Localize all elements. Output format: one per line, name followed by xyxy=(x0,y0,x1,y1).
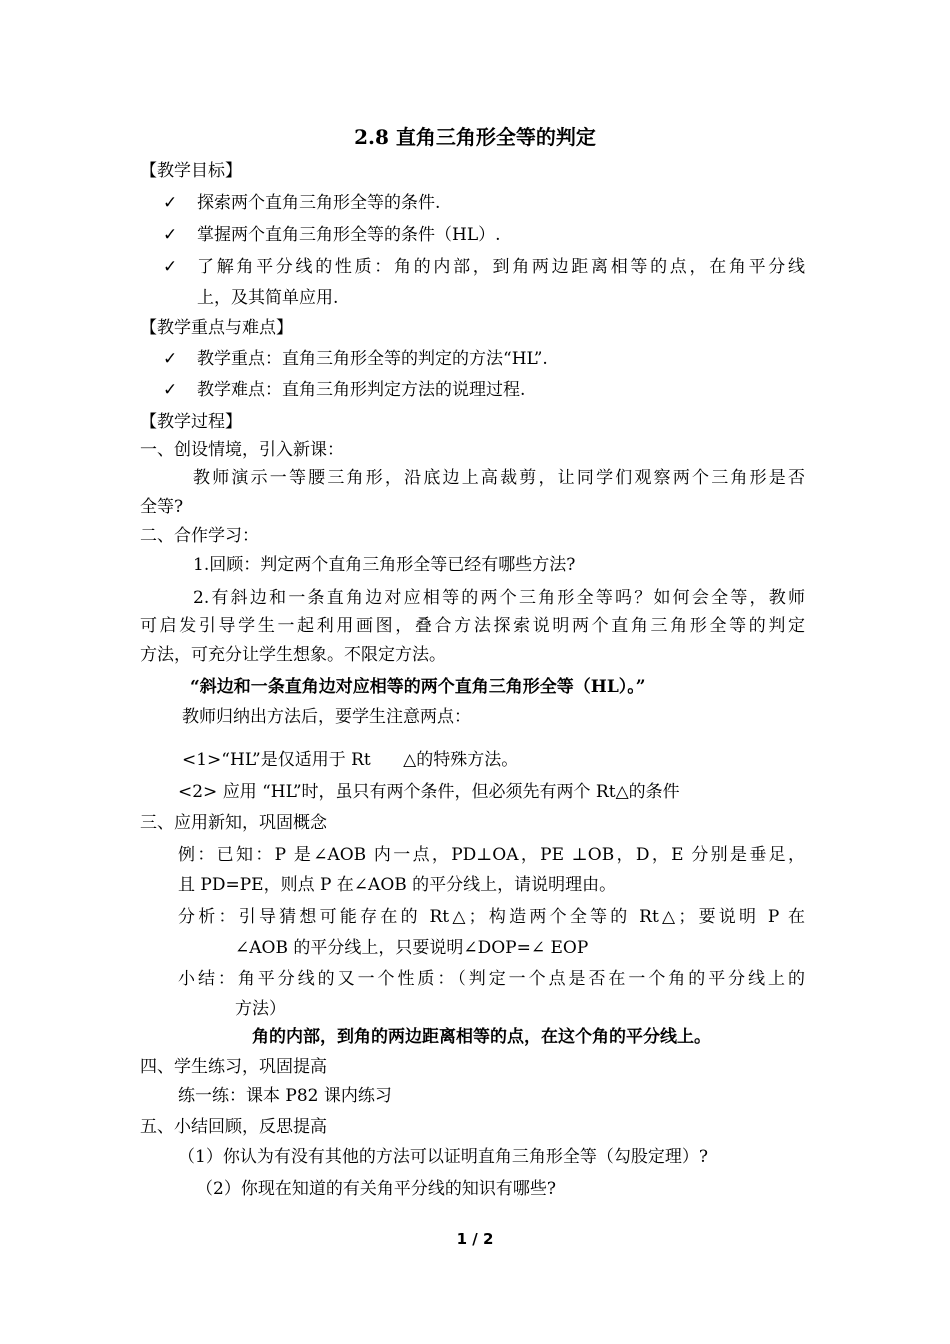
example-text: 例：已知：P 是∠AOB 内一点，PD⊥OA，PE ⊥OB，D，E 分别是垂足， xyxy=(178,845,805,865)
section-heading: 三、应用新知，巩固概念 xyxy=(140,813,327,833)
key-point-item: 教学难点：直角三角形判定方法的说理过程. xyxy=(197,380,526,400)
objective-item: 探索两个直角三角形全等的条件. xyxy=(197,193,441,213)
key-point-item: 教学重点：直角三角形全等的判定的方法“HL”. xyxy=(197,349,548,369)
paragraph: 方法，可充分让学生想象。不限定方法。 xyxy=(140,645,446,665)
check-icon: ✓ xyxy=(163,349,178,369)
check-icon: ✓ xyxy=(163,257,178,277)
paragraph: 2.有斜边和一条直角边对应相等的两个三角形全等吗？如何会全等，教师 xyxy=(193,588,805,608)
paragraph: 教师归纳出方法后，要学生注意两点： xyxy=(182,707,471,727)
check-icon: ✓ xyxy=(163,380,178,400)
paragraph: 全等? xyxy=(140,497,184,517)
paragraph: 1.回顾：判定两个直角三角形全等已经有哪些方法? xyxy=(193,555,576,575)
check-icon: ✓ xyxy=(163,193,178,213)
objective-item-continued: 上，及其简单应用. xyxy=(197,288,339,308)
process-header: 【教学过程】 xyxy=(140,412,242,432)
page-title: 2.8 直角三角形全等的判定 xyxy=(354,125,596,149)
paragraph: 可启发引导学生一起利用画图，叠合方法探索说明两个直角三角形全等的判定 xyxy=(140,616,805,636)
example-text: 且 PD=PE，则点 P 在∠AOB 的平分线上，请说明理由。 xyxy=(178,875,617,895)
analysis-text: 分析：引导猜想可能存在的 Rt△；构造两个全等的 Rt△；要说明 P 在 xyxy=(178,907,805,927)
key-points-header: 【教学重点与难点】 xyxy=(140,318,293,338)
section-heading: 二、合作学习： xyxy=(140,526,259,546)
page-number: 1 / 2 xyxy=(456,1230,494,1248)
angle-bisector-property: 角的内部，到角的两边距离相等的点，在这个角的平分线上。 xyxy=(252,1027,711,1047)
section-heading: 一、创设情境，引入新课： xyxy=(140,440,344,460)
note-item: <2> 应用 “HL”时，虽只有两个条件，但必须先有两个 Rt△的条件 xyxy=(178,782,680,802)
section-heading: 五、小结回顾，反思提高 xyxy=(140,1117,327,1137)
objective-item: 了解角平分线的性质：角的内部，到角两边距离相等的点，在角平分线 xyxy=(197,257,805,277)
hl-theorem: “斜边和一条直角边对应相等的两个直角三角形全等（HL）。” xyxy=(190,677,646,697)
section-heading: 四、学生练习，巩固提高 xyxy=(140,1057,327,1077)
note-item: <1>“HL”是仅适用于 Rt △的特殊方法。 xyxy=(182,750,519,770)
summary-text: 方法） xyxy=(235,999,286,1019)
objective-item: 掌握两个直角三角形全等的条件（HL）. xyxy=(197,225,501,245)
paragraph: 练一练：课本 P82 课内练习 xyxy=(178,1086,392,1106)
summary-text: 小结：角平分线的又一个性质：（判定一个点是否在一个角的平分线上的 xyxy=(178,969,805,989)
question-item: （1）你认为有没有其他的方法可以证明直角三角形全等（勾股定理）? xyxy=(178,1147,708,1167)
paragraph: 教师演示一等腰三角形，沿底边上高裁剪，让同学们观察两个三角形是否 xyxy=(193,468,805,488)
objectives-header: 【教学目标】 xyxy=(140,161,242,181)
analysis-text: ∠AOB 的平分线上，只要说明∠DOP=∠ EOP xyxy=(235,938,589,958)
question-item: （2）你现在知道的有关角平分线的知识有哪些? xyxy=(196,1179,556,1199)
check-icon: ✓ xyxy=(163,225,178,245)
